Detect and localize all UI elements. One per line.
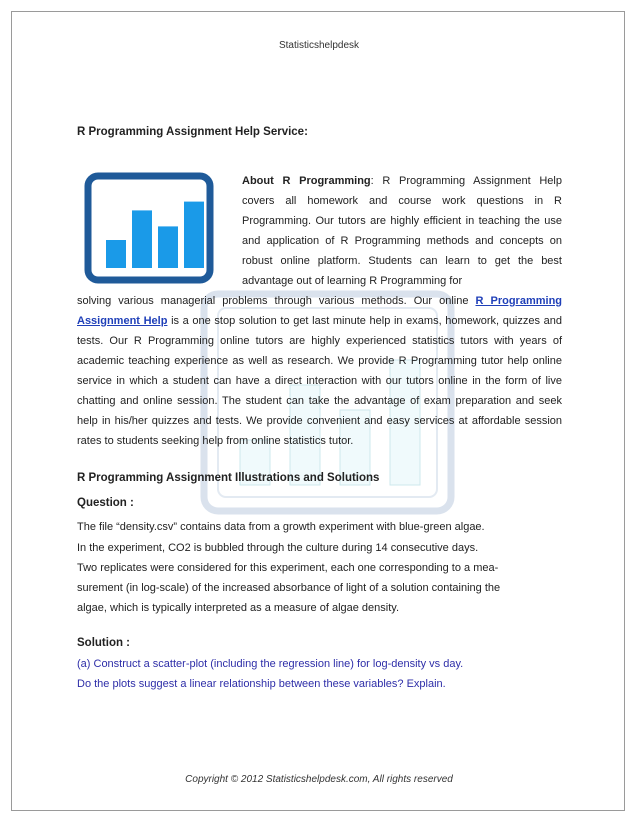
- about-text: : R Programming Assignment Help covers all homework and course work questions in R Programming. Our tutors are highly efficient in teaching the use and application of R Programming methods and concepts on robust online platform. Students can learn to get the best advantage out of learning R Programming for: [242, 175, 562, 287]
- question-title: Question :: [77, 497, 134, 509]
- section-title-service: R Programming Assignment Help Service:: [77, 126, 308, 138]
- solution-title: Solution :: [77, 637, 131, 649]
- logo-bar: [132, 210, 152, 268]
- section-title-illustrations: R Programming Assignment Illustrations and Solutions: [77, 472, 380, 484]
- question-line: Two replicates were considered for this experiment, each one corresponding to a mea-: [77, 562, 499, 574]
- question-line: The file “density.csv” contains data from a growth experiment with blue-green algae.: [77, 521, 485, 533]
- solution-line: Do the plots suggest a linear relationship between these variables? Explain.: [77, 678, 446, 690]
- logo-bar: [158, 226, 178, 268]
- service-paragraph: [77, 291, 562, 451]
- logo-bar: [106, 240, 126, 268]
- r-programming-help-link[interactable]: R Programming Assignment Help: [77, 295, 563, 327]
- service-text-part1: solving various managerial problems through various methods. Our online: [77, 295, 476, 307]
- about-paragraph: [242, 171, 562, 291]
- solution-line: (a) Construct a scatter-plot (including the regression line) for log-density vs day.: [77, 658, 464, 670]
- question-line: surement (in log-scale) of the increased absorbance of light of a solution containing the: [77, 582, 501, 594]
- page-footer: Copyright © 2012 Statisticshelpdesk.com, All rights reserved: [185, 774, 453, 785]
- service-text-part2: is a one stop solution to get last minute help in exams, homework, quizzes and tests. Our R Programming online tutors are highly experienced statistics tutors with years of academic teaching experience as well as research. We provide R Programming tutor help online service in which a student can have a direct interaction with our tutors online in the form of live chatting and online session. The student can take the advantage of exam preparation and seek help in his/her quizzes and tests. We provide convenient and easy services at affordable session rates to students seeking help from online statistics tutor.: [77, 315, 562, 447]
- question-line: In the experiment, CO2 is bubbled through the culture during 14 consecutive days.: [77, 542, 479, 554]
- about-label: About R Programming: [242, 175, 371, 187]
- logo-bar: [184, 202, 204, 268]
- bar-chart-icon: [84, 172, 214, 284]
- page-header: Statisticshelpdesk: [278, 40, 360, 51]
- question-line: algae, which is typically interpreted as a measure of algae density.: [77, 602, 400, 614]
